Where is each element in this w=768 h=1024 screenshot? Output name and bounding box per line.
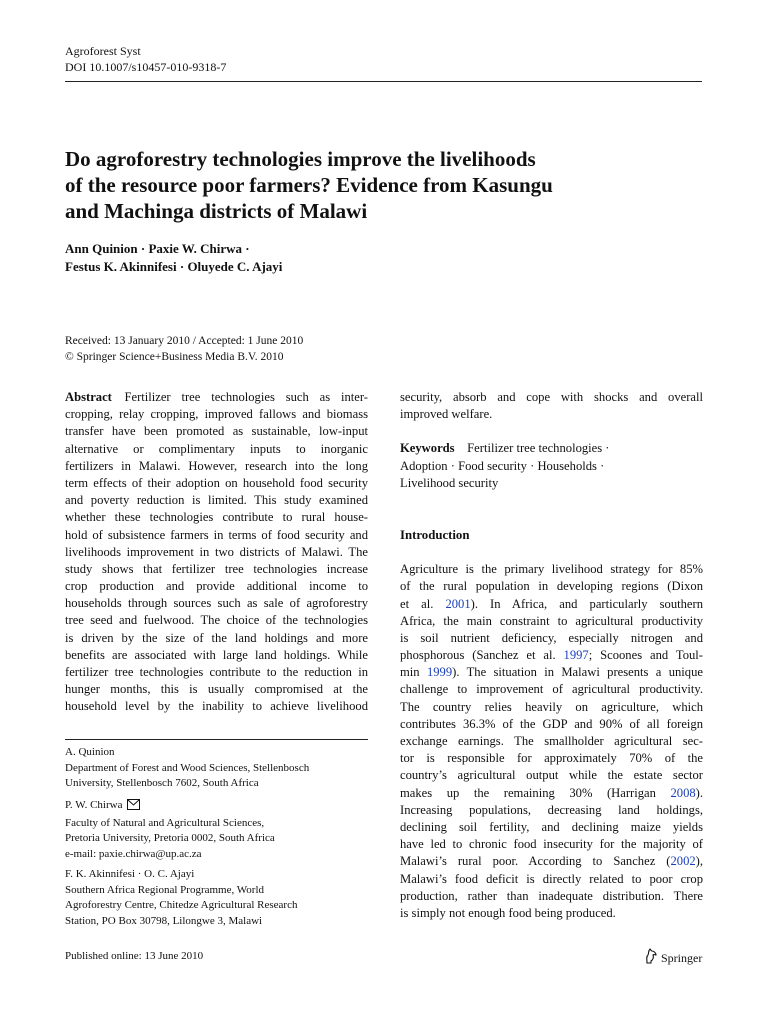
text-line: is driven by the size of the land holdings and more [65,630,368,645]
text-line [400,681,703,698]
intro-text: declining soil fertility, and declining maize yields [400,819,703,834]
title-line: Do agroforestry technologies improve the livelihoods [65,147,536,171]
intro-text: ), [695,854,703,869]
intro-text: phosphorous (Sanchez et al. [400,648,564,663]
intro-text: makes up the remaining 30% (Harrigan [400,785,671,800]
abstract [65,389,368,716]
intro-text: tor is responsible for approximately 70% of the [400,751,703,766]
abstract-continued [400,389,703,423]
intro-text: is soil nutrient deficiency, especially nitrogen and [400,630,703,645]
journal-header [65,43,226,75]
received-accepted: Received: 13 January 2010 / Accepted: 1 June 2010 [65,335,304,347]
doi: DOI 10.1007/s10457-010-9318-7 [65,60,227,74]
intro-text: Malawi’s rural poor. According to Sanchez ( [400,854,671,869]
affiliation-quinion [65,745,368,792]
text-line: benefits are associated with large land holdings. While [65,647,368,662]
text-line [400,905,703,922]
affiliation-name: F. K. Akinnifesi · O. C. Ajayi [65,868,195,880]
published-online: Published online: 13 June 2010 [65,950,204,962]
author-line: Festus K. Akinnifesi · Oluyede C. Ajayi [65,259,283,274]
title-line: and Machinga districts of Malawi [65,199,368,223]
citation-link[interactable]: 2002 [670,854,696,869]
text-line [400,440,703,457]
text-line: crop production and provide additional income to [65,579,368,594]
text-line [400,750,703,767]
citation-link[interactable]: 2001 [445,596,471,611]
intro-text: exchange earnings. The smallholder agricultural sec- [400,734,703,749]
keyword-text: Fertilizer tree technologies · [467,441,610,456]
journal-name: Agroforest Syst [65,44,141,58]
text-line [400,664,703,681]
keywords [400,440,703,492]
text-line [400,596,703,613]
author-line: Ann Quinion · Paxie W. Chirwa · [65,241,250,256]
text-line [400,853,703,870]
springer-horse-icon [644,948,658,968]
citation-link[interactable]: 1999 [426,665,453,680]
affiliation-name: A. Quinion [65,746,115,758]
text-line [400,716,703,733]
text-line: cropping, relay cropping, improved fallows and biomass [65,407,368,422]
text-line: hold of subsistence farmers in terms of food security and [65,527,368,542]
text-line: household level by the inability to achieve livelihood [65,699,368,714]
intro-text: is simply not enough food being produced. [400,905,616,920]
text-line [400,733,703,750]
affiliation-line: Station, PO Box 30798, Lilongwe 3, Malawi [65,914,263,927]
intro-text: challenge to improvement of agricultural productivity. [400,682,703,697]
intro-text: ). In Africa, and particularly southern [470,596,703,611]
intro-text: Malawi’s food deficit is directly related to poor crop [400,871,703,886]
intro-text: min [400,665,427,680]
text-line [400,888,703,905]
author-list [65,240,282,276]
envelope-icon [127,799,140,816]
intro-text: production, rather than inadequate distribution. There [400,888,703,903]
intro-text: country’s agricultural output while the estate sector [400,768,703,783]
text-line: term effects of their adoption on household food security [65,475,368,490]
intro-text: ). The situation in Malawi presents a unique [452,665,703,680]
publication-dates [65,333,303,365]
affiliation-rule [65,739,368,740]
affiliation-chirwa [65,798,368,862]
abstract-text: Fertilizer tree technologies such as inter- [124,390,368,404]
affiliation-line: Agroforestry Centre, Chitedze Agricultural Research [65,899,298,912]
text-line: hunger months, this is usually compromised at the [65,682,368,697]
introduction-body [400,561,703,922]
text-line [400,785,703,802]
affiliation-name-row [65,798,368,816]
intro-text: ; Scoones and Toul- [588,648,703,663]
email[interactable]: e-mail: paxie.chirwa@up.ac.za [65,847,202,860]
intro-text: Increasing populations, decreasing land holdings, [400,802,703,817]
intro-text: ). [695,785,703,800]
text-line: fertilizers in Malawi. However, research into the long [65,458,368,473]
title-line: of the resource poor farmers? Evidence from Kasungu [65,173,553,197]
copyright: © Springer Science+Business Media B.V. 2010 [65,351,284,363]
text-line: Livelihood security [400,475,499,490]
intro-text: The country relies heavily on agriculture, which [400,699,703,714]
keywords-label: Keywords [400,441,455,456]
right-column [400,389,703,922]
affiliation-akinnifesi-ajayi [65,867,368,929]
intro-text: contributes 36.3% of the GDP and 90% of all foreign [400,716,703,731]
text-line: security, absorb and cope with shocks and overall [400,390,703,404]
text-line: tree seed and fuelwood. The choice of the technologies [65,613,368,628]
text-line: whether these technologies contribute to rural house- [65,510,368,525]
affiliation-line: Department of Forest and Wood Sciences, Stellenbosch [65,761,310,774]
affiliation-line: University, Stellenbosch 7602, South Africa [65,777,259,790]
affiliation-name: P. W. Chirwa [65,799,123,811]
intro-text: et al. [400,596,446,611]
citation-link[interactable]: 1997 [563,648,589,663]
publisher-logo [644,948,702,968]
text-line: study shows that fertilizer tree technologies increase [65,561,368,576]
publisher-name: Springer [661,950,703,965]
intro-text: Agriculture is the primary livelihood strategy for 85% [400,562,703,577]
text-line: improved welfare. [400,407,493,422]
affiliation-line: Faculty of Natural and Agricultural Sciences, [65,816,265,829]
text-line: transfer have been promoted as sustainable, low-input [65,424,368,439]
text-line [400,630,703,647]
text-line [400,767,703,784]
text-line [400,871,703,888]
text-line: and poverty reduction is limited. This study examined [65,493,368,508]
text-line [400,802,703,819]
citation-link[interactable]: 2008 [670,785,696,800]
text-line [400,699,703,716]
introduction-heading: Introduction [400,527,470,542]
affiliation-line: Pretoria University, Pretoria 0002, South Africa [65,832,275,845]
text-line: alternative or complimentary inputs to inorganic [65,441,368,456]
text-line [400,647,703,664]
text-line [400,819,703,836]
paper-title [65,146,665,224]
text-line [400,836,703,853]
text-line: livelihoods improvement in two districts of Malawi. The [65,544,368,559]
header-rule [65,81,702,82]
text-line [65,389,368,406]
text-line: households through sources such as sale of agroforestry [65,596,368,611]
text-line: Adoption · Food security · Households · [400,458,605,473]
affiliation-line: Southern Africa Regional Programme, World [65,883,265,896]
text-line [400,561,703,578]
intro-text: of the rural population in developing regions (Dixon [400,579,703,594]
text-line [400,613,703,630]
text-line: fertilizer tree technologies contribute to the reduction in [65,665,368,679]
abstract-label: Abstract [65,390,112,404]
intro-text: have led to chronic food insecurity for the majority of [400,837,703,852]
text-line [400,578,703,595]
intro-text: Africa, the main constraint to agricultural productivity [400,613,703,628]
